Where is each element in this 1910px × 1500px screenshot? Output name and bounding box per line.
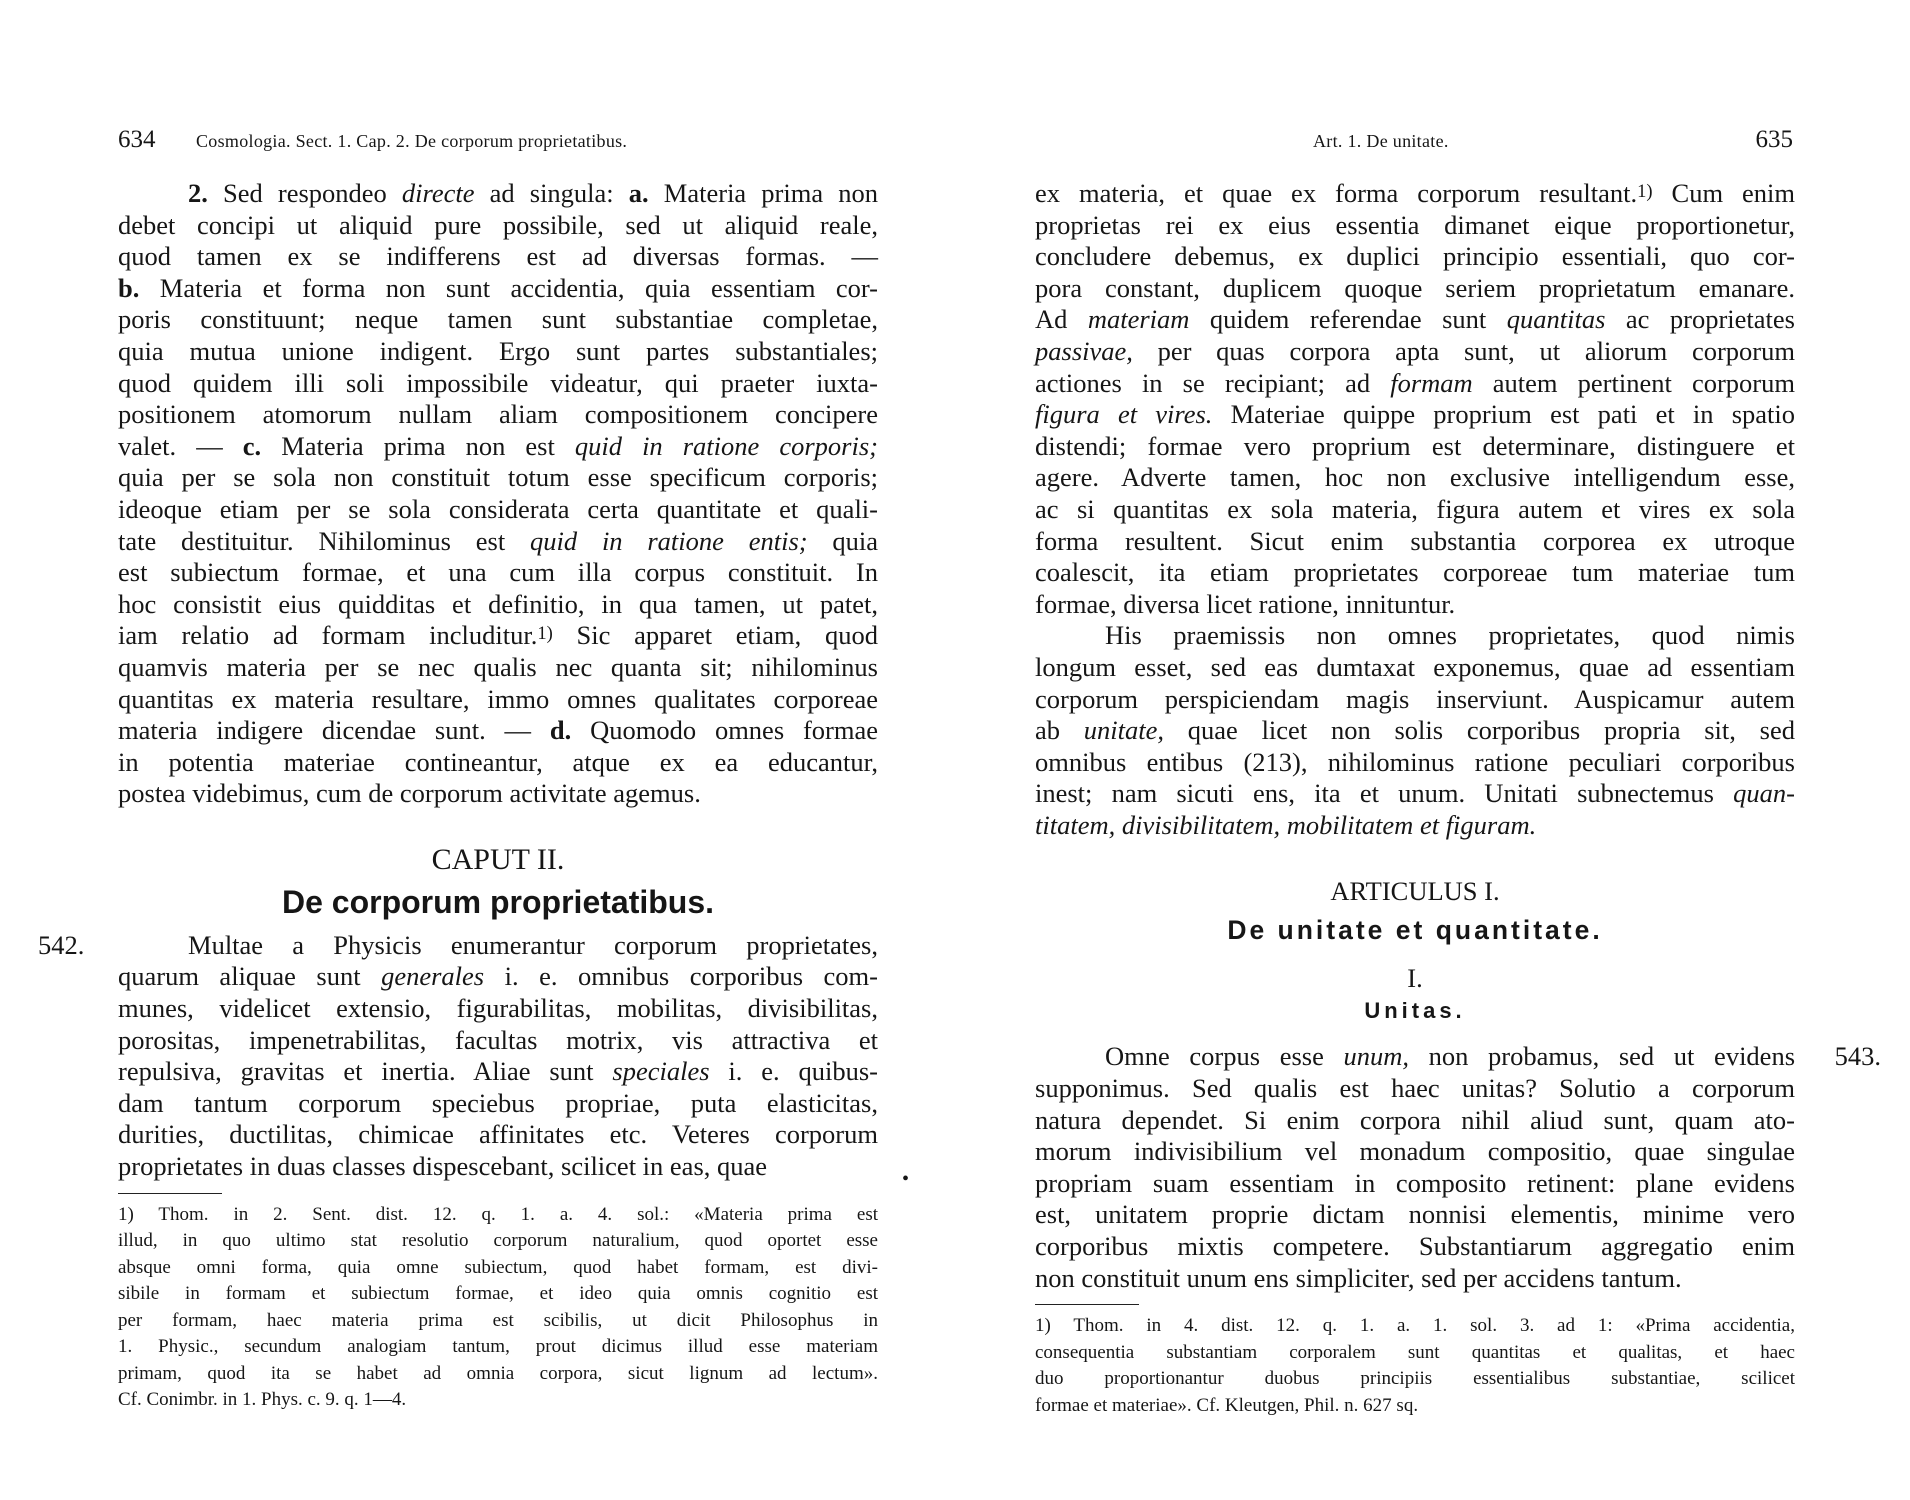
text-run: morum indivisibilium vel monadum compositio, quae singulae bbox=[1035, 1136, 1795, 1167]
text-run: titatem, divisibilitatem, mobilitatem et figuram. bbox=[1035, 809, 1537, 840]
text-run: quia per se sola non constituit totum esse specificum corporis; bbox=[118, 462, 878, 493]
paragraph-properties-wrap bbox=[38, 929, 879, 1183]
text-run: corporum perspiciendam magis inserviunt. Auspicamur autem bbox=[1035, 683, 1795, 714]
text-run: c. bbox=[242, 430, 262, 461]
text-line bbox=[1035, 715, 1795, 747]
text-run: poris constituunt; neque tamen sunt substantiae completae, bbox=[118, 304, 878, 335]
text-run: ex materia, et quae ex forma corporum resultant. bbox=[1035, 178, 1638, 208]
text-run: b. bbox=[118, 272, 140, 303]
text-line bbox=[1035, 1263, 1795, 1295]
text-line bbox=[118, 930, 878, 962]
text-line bbox=[118, 431, 878, 463]
text-run: autem pertinent corporum bbox=[1472, 367, 1795, 398]
text-run: His praemissis non omnes proprietates, quod nimis bbox=[1105, 620, 1795, 651]
footnote-line: absque omni forma, quia omne subiectum, quod habet formam, est divi- bbox=[118, 1256, 878, 1278]
text-run: forma resultent. Sicut enim substantia corporea ex utroque bbox=[1035, 525, 1795, 556]
text-line bbox=[118, 304, 878, 336]
text-run: in potentia materiae contineantur, atque ex ea educantur, bbox=[118, 746, 878, 777]
text-run: per quas corpora apta sunt, ut aliorum corporum bbox=[1132, 335, 1795, 366]
section-number: I. bbox=[1407, 963, 1423, 994]
text-line bbox=[1035, 652, 1795, 684]
text-run: quid in ratione corporis; bbox=[574, 430, 878, 461]
footnote-ref: 1) bbox=[1637, 181, 1653, 202]
text-run: hoc consistit eius quidditas et definitio, in qua tamen, ut patet, bbox=[118, 588, 878, 619]
text-run: ab bbox=[1035, 715, 1084, 746]
margin-number: 542. bbox=[38, 929, 85, 960]
text-line bbox=[1035, 1105, 1795, 1137]
text-line bbox=[1035, 1073, 1795, 1105]
text-run: quod tamen ex se indifferens est ad diversas formas. — bbox=[118, 241, 878, 272]
text-run: non constituit unum ens simpliciter, sed per accidens tantum. bbox=[1035, 1262, 1682, 1293]
article-subtitle: De unitate et quantitate. bbox=[1227, 915, 1603, 946]
text-run: quidem referendae sunt bbox=[1189, 304, 1507, 335]
footnote-line: 1. Physic., secundum analogiam tantum, prout dicimus illud esse materiam bbox=[118, 1336, 878, 1358]
text-line bbox=[118, 526, 878, 558]
page-number: 635 bbox=[1755, 126, 1793, 153]
text-line bbox=[118, 336, 878, 368]
text-run: Materia et forma non sunt accidentia, quia essentiam cor- bbox=[139, 272, 878, 303]
article-title: ARTICULUS I. bbox=[1330, 876, 1500, 907]
footnote-rule bbox=[1035, 1304, 1139, 1305]
footnote-ref: 1) bbox=[537, 623, 553, 645]
margin-number: 543. bbox=[1834, 1041, 1881, 1072]
text-run: est subiectum formae, et una cum illa corpus constituit. In bbox=[118, 557, 878, 588]
text-line bbox=[1035, 1231, 1795, 1263]
text-line bbox=[1035, 462, 1795, 494]
text-line bbox=[118, 273, 878, 305]
text-run: quamvis materia per se nec qualis nec quanta sit; nihilominus bbox=[118, 651, 878, 682]
paragraph-unity-wrap bbox=[1035, 1041, 1881, 1294]
text-line bbox=[1035, 1136, 1795, 1168]
text-run: ad singula: bbox=[474, 178, 629, 208]
text-run: i. e. quibus- bbox=[709, 1056, 879, 1087]
text-line bbox=[118, 210, 878, 242]
text-run: actiones in se recipiant; ad bbox=[1035, 367, 1391, 398]
chapter-title: CAPUT II. bbox=[431, 842, 565, 876]
text-line bbox=[1035, 778, 1795, 810]
text-run: Materia prima non bbox=[648, 178, 878, 208]
text-line bbox=[118, 778, 878, 810]
text-line bbox=[1035, 620, 1795, 652]
text-run: longum esset, sed eas dumtaxat exponemus, quae ad essentiam bbox=[1035, 651, 1795, 682]
text-run: propriam suam essentiam in composito retinent: plane evidens bbox=[1035, 1167, 1795, 1198]
text-run: postea videbimus, cum de corporum activitate agemus. bbox=[118, 778, 701, 809]
text-line bbox=[118, 1088, 878, 1120]
text-run: i. e. omnibus corporibus com- bbox=[484, 961, 878, 992]
footnote-line: per formam, haec materia prima est scibilis, ut dicit Philosophus in bbox=[118, 1309, 878, 1331]
footnote-line: primam, quod ita se habet ad omnia corpora, sicut lignum ad lectum». bbox=[118, 1362, 878, 1384]
text-run: natura dependet. Si enim corpora nihil aliud sunt, quam ato- bbox=[1035, 1104, 1795, 1135]
text-run: quia bbox=[807, 525, 879, 556]
paragraph-properties bbox=[118, 930, 878, 1183]
paragraph-unity bbox=[1035, 1041, 1795, 1294]
text-run: generales bbox=[381, 961, 485, 992]
text-run: quae licet non solis corporibus propria sit, sed bbox=[1164, 715, 1795, 746]
text-line bbox=[1035, 241, 1795, 273]
text-line bbox=[1035, 368, 1795, 400]
text-run: quarum aliquae sunt bbox=[118, 961, 382, 992]
text-run: unum, bbox=[1343, 1041, 1410, 1072]
text-run: corporibus mixtis competere. Substantiarum aggregatio enim bbox=[1035, 1231, 1795, 1262]
text-line bbox=[118, 494, 878, 526]
text-line bbox=[118, 399, 878, 431]
text-run: a. bbox=[628, 178, 649, 208]
text-line bbox=[1035, 1168, 1795, 1200]
text-run: quan- bbox=[1733, 778, 1795, 809]
text-run: agere. Adverte tamen, hoc non exclusive intelligendum esse, bbox=[1035, 462, 1795, 493]
footnote-line: Cf. Conimbr. in 1. Phys. c. 9. q. 1—4. bbox=[118, 1389, 407, 1411]
text-run: formae, diversa licet ratione, innituntur. bbox=[1035, 588, 1456, 619]
left-page bbox=[38, 0, 879, 1500]
text-run: formam bbox=[1390, 367, 1473, 398]
text-run: ac si quantitas ex sola materia, figura autem et vires ex sola bbox=[1035, 493, 1795, 524]
text-run: quod quidem illi soli impossibile videatur, qui praeter iuxta- bbox=[118, 367, 878, 398]
text-run: inest; nam sicuti ens, ita et unum. Unitati subnectemus bbox=[1035, 778, 1734, 809]
text-line bbox=[1035, 747, 1795, 779]
text-run: dam tantum corporum speciebus propriae, puta elasticitas, bbox=[118, 1087, 878, 1118]
text-run: d. bbox=[549, 715, 572, 746]
text-line bbox=[118, 462, 878, 494]
footnote-line: 1) Thom. in 4. dist. 12. q. 1. a. 1. sol. 3. ad 1: «Prima accidentia, bbox=[1035, 1315, 1795, 1337]
text-run: non probamus, sed ut evidens bbox=[1409, 1041, 1796, 1072]
text-run: porositas, impenetrabilitas, facultas motrix, vis attractiva et bbox=[118, 1024, 878, 1055]
text-run: Sed respondeo bbox=[223, 178, 402, 208]
text-run: materia indigere dicendae sunt. — bbox=[118, 715, 550, 746]
text-line bbox=[118, 1056, 878, 1088]
text-run: materiam bbox=[1087, 304, 1190, 335]
text-run: figura et vires. bbox=[1035, 399, 1213, 430]
text-line bbox=[118, 684, 878, 716]
footnote-rule bbox=[118, 1193, 222, 1194]
running-head bbox=[1035, 126, 1795, 156]
text-run: ac proprietates bbox=[1605, 304, 1795, 335]
paragraph-continuation bbox=[1035, 178, 1795, 620]
footnote-line: sibile in formam et subiectum formae, et ideo quia omnis cognitio est bbox=[118, 1283, 878, 1305]
text-run: quantitas bbox=[1506, 304, 1606, 335]
text-line bbox=[1035, 399, 1795, 431]
paragraph-introduction bbox=[1035, 620, 1795, 841]
text-run: valet. — bbox=[118, 430, 243, 461]
text-line bbox=[118, 557, 878, 589]
text-run: unitate, bbox=[1083, 715, 1165, 746]
text-line bbox=[1035, 557, 1795, 589]
text-line bbox=[118, 620, 878, 652]
text-run: tate destituitur. Nihilominus est bbox=[118, 525, 531, 556]
text-line bbox=[1035, 273, 1795, 305]
text-line bbox=[118, 993, 878, 1025]
text-line bbox=[1035, 431, 1795, 463]
text-line bbox=[1035, 1041, 1795, 1073]
footnote-line: duo proportionantur duobus principiis essentialibus substantiae, scilicet bbox=[1035, 1368, 1795, 1390]
text-line bbox=[1035, 336, 1795, 368]
text-line bbox=[118, 715, 878, 747]
right-body bbox=[1035, 178, 1881, 1419]
text-run: ideoque etiam per se sola considerata certa quantitate et quali- bbox=[118, 493, 878, 524]
text-run: quantitas ex materia resultare, immo omnes qualitates corporeae bbox=[118, 683, 878, 714]
footnote-line: consequentia substantiam corporalem sunt quantitas et qualitas, et haec bbox=[1035, 1341, 1795, 1363]
text-line bbox=[118, 241, 878, 273]
paragraph-response bbox=[118, 178, 878, 810]
text-run: Sic apparet etiam, quod bbox=[552, 620, 878, 651]
text-line bbox=[118, 368, 878, 400]
text-run: repulsiva, gravitas et inertia. Aliae sunt bbox=[118, 1056, 613, 1087]
text-run: proprietas rei ex eius essentia dimanet eique proportionetur, bbox=[1035, 209, 1795, 240]
text-line bbox=[1035, 810, 1795, 842]
text-run: coalescit, ita etiam proprietates corporeae tum materiae tum bbox=[1035, 557, 1795, 588]
text-run: est, unitatem proprie dictam nonnisi elementis, minime vero bbox=[1035, 1199, 1795, 1230]
text-run: concludere debemus, ex duplici principio essentiali, quo cor- bbox=[1035, 241, 1795, 272]
text-run: omnibus entibus (213), nihilominus ratione peculiari corporibus bbox=[1035, 746, 1795, 777]
text-run: distendi; formae vero proprium est determinare, distinguere et bbox=[1035, 430, 1795, 461]
text-line bbox=[1035, 589, 1795, 621]
footnote-line: illud, in quo ultimo stat resolutio corporum naturalium, quod oportet esse bbox=[118, 1230, 878, 1252]
text-run: speciales bbox=[612, 1056, 710, 1087]
text-line bbox=[118, 961, 878, 993]
text-run: pora constant, duplicem quoque seriem proprietatum emanare. bbox=[1035, 272, 1795, 303]
text-run: positionem atomorum nullam aliam compositionem concipere bbox=[118, 399, 878, 430]
text-line bbox=[118, 589, 878, 621]
text-run: Omne corpus esse bbox=[1105, 1041, 1344, 1072]
footnote-line: 1) Thom. in 2. Sent. dist. 12. q. 1. a. 4. sol.: «Materia prima est bbox=[118, 1203, 878, 1225]
text-run: Quomodo omnes formae bbox=[571, 715, 879, 746]
text-run: supponimus. Sed qualis est haec unitas? Solutio a corporum bbox=[1035, 1073, 1795, 1104]
text-run: quid in ratione entis; bbox=[530, 525, 808, 556]
text-line bbox=[118, 1025, 878, 1057]
text-run: passivae, bbox=[1035, 335, 1133, 366]
text-line bbox=[118, 1151, 878, 1183]
text-run: Ad bbox=[1035, 304, 1088, 335]
text-run: debet concipi ut aliquid pure possibile, sed ut aliquid reale, bbox=[118, 209, 878, 240]
stray-dot: • bbox=[902, 1168, 910, 1190]
text-run: Materia prima non est bbox=[261, 430, 575, 461]
text-run: Multae a Physicis enumerantur corporum proprietates, bbox=[188, 929, 878, 960]
running-head-title: Art. 1. De unitate. bbox=[1313, 131, 1449, 151]
text-line bbox=[1035, 684, 1795, 716]
text-line bbox=[1035, 526, 1795, 558]
text-run: iam relatio ad formam includitur. bbox=[118, 620, 538, 651]
left-body bbox=[38, 178, 879, 1414]
section-title: Unitas. bbox=[1364, 998, 1466, 1024]
footnote bbox=[118, 1202, 878, 1414]
text-line bbox=[1035, 304, 1795, 336]
footnote bbox=[1035, 1313, 1795, 1419]
text-line bbox=[1035, 178, 1795, 210]
chapter-subtitle: De corporum proprietatibus. bbox=[281, 883, 715, 920]
page-number: 634 bbox=[118, 126, 156, 153]
text-line bbox=[1035, 210, 1795, 242]
footnote-line: formae et materiae». Cf. Kleutgen, Phil. n. 627 sq. bbox=[1035, 1394, 1419, 1416]
text-line bbox=[1035, 1199, 1795, 1231]
running-head-title: Cosmologia. Sect. 1. Cap. 2. De corporum proprietatibus. bbox=[196, 131, 628, 151]
text-line bbox=[118, 652, 878, 684]
text-run: 2. bbox=[188, 178, 223, 208]
text-run: Cum enim bbox=[1652, 178, 1796, 208]
text-line bbox=[1035, 494, 1795, 526]
text-run: proprietates in duas classes dispescebant, scilicet in eas, quae bbox=[118, 1151, 768, 1182]
text-run: directe bbox=[401, 178, 475, 208]
text-run: Materiae quippe proprium est pati et in spatio bbox=[1212, 399, 1795, 430]
text-run: quia mutua unione indigent. Ergo sunt partes substantiales; bbox=[118, 335, 878, 366]
text-line bbox=[118, 1119, 878, 1151]
text-line bbox=[118, 178, 878, 210]
text-line bbox=[118, 747, 878, 779]
text-run: durities, ductilitas, chimicae affinitates etc. Veteres corporum bbox=[118, 1119, 878, 1150]
right-page bbox=[1035, 0, 1881, 1500]
running-head bbox=[118, 126, 878, 156]
text-run: munes, videlicet extensio, figurabilitas, mobilitas, divisibilitas, bbox=[118, 993, 878, 1024]
